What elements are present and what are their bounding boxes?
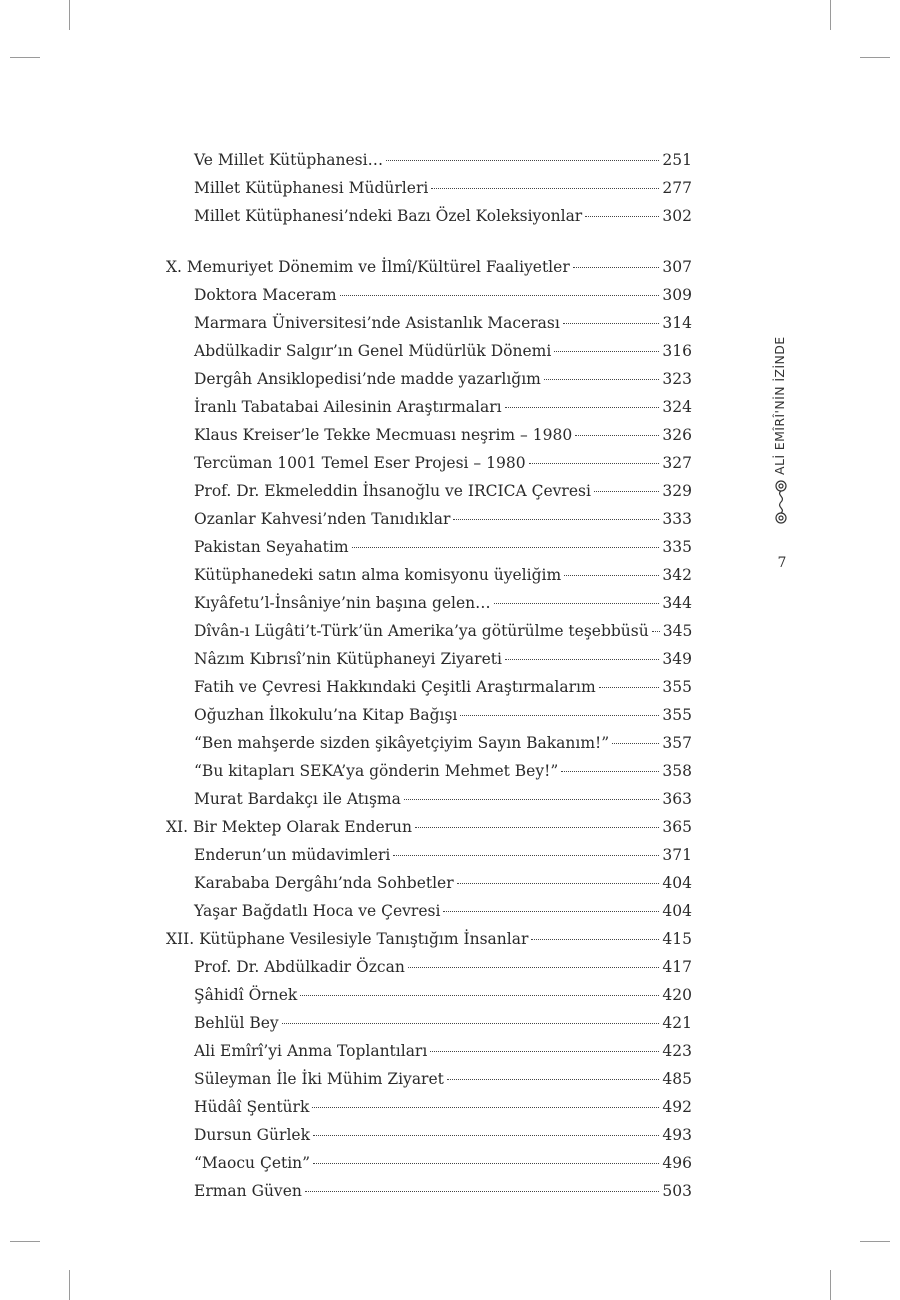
dot-leader: [564, 575, 659, 576]
toc-entry-title: Prof. Dr. Abdülkadir Özcan: [194, 958, 405, 976]
toc-entry-title: “Ben mahşerde sizden şikâyetçiyim Sayın Bakanım!”: [194, 734, 610, 752]
toc-entry: [194, 1093, 692, 1121]
toc-entry: [194, 589, 692, 617]
dot-leader: [575, 435, 659, 436]
toc-entry: [194, 449, 692, 477]
dot-leader: [652, 631, 660, 632]
dot-leader: [404, 799, 660, 800]
dot-leader: [300, 995, 659, 996]
toc-entry: [194, 645, 692, 673]
toc-entry-title: Kıyâfetu’l-İnsâniye’nin başına gelen…: [194, 594, 491, 612]
toc-entry-page: 302: [662, 207, 692, 225]
toc-entry: [194, 281, 692, 309]
toc-entry-title: Klaus Kreiser’le Tekke Mecmuası neşrim – 1980: [194, 426, 573, 444]
dot-leader: [340, 295, 660, 296]
toc-entry-page: 324: [662, 398, 692, 416]
toc-entry-page: 493: [662, 1126, 692, 1144]
toc-entry: [194, 1121, 692, 1149]
toc-entry-page: 309: [662, 286, 692, 304]
dot-leader: [313, 1135, 659, 1136]
dot-leader: [494, 603, 660, 604]
toc-entry: [194, 365, 692, 393]
dot-leader: [352, 547, 660, 548]
toc-entry-page: 371: [662, 846, 692, 864]
dot-leader: [313, 1163, 659, 1164]
dot-leader: [531, 939, 659, 940]
crop-mark: [10, 57, 40, 58]
toc-entry-title: XI. Bir Mektep Olarak Enderun: [166, 818, 413, 836]
dot-leader: [505, 659, 659, 660]
toc-entry-page: 417: [662, 958, 692, 976]
dot-leader: [430, 1051, 659, 1052]
toc-entry-title: Yaşar Bağdatlı Hoca ve Çevresi: [194, 902, 441, 920]
toc-entry-page: 365: [662, 818, 692, 836]
toc-entry-page: 415: [662, 930, 692, 948]
toc-entry-title: Millet Kütüphanesi Müdürleri: [194, 179, 429, 197]
toc-entry-title: X. Memuriyet Dönemim ve İlmî/Kültürel Faaliyetler: [166, 258, 570, 276]
toc-entry-title: Abdülkadir Salgır’ın Genel Müdürlük Dönemi: [194, 342, 552, 360]
toc-entry-page: 314: [662, 314, 692, 332]
crop-mark: [830, 1270, 831, 1300]
page-number: 7: [777, 555, 787, 571]
toc-entry: [194, 146, 692, 174]
toc-entry: [194, 1149, 692, 1177]
toc-entry: [194, 421, 692, 449]
dot-leader: [282, 1023, 660, 1024]
toc-entry-page: 421: [662, 1014, 692, 1032]
toc-entry-page: 404: [662, 874, 692, 892]
toc-entry: [194, 617, 692, 645]
toc-entry: [194, 337, 692, 365]
dot-leader: [554, 351, 659, 352]
toc-entry-title: Şâhidî Örnek: [194, 986, 298, 1004]
toc-entry: [194, 174, 692, 202]
dot-leader: [393, 855, 659, 856]
toc-entry-title: İranlı Tabatabai Ailesinin Araştırmaları: [194, 398, 502, 416]
toc-entry-page: 357: [662, 734, 692, 752]
dot-leader: [447, 1079, 660, 1080]
dot-leader: [431, 188, 659, 189]
toc-entry-page: 496: [662, 1154, 692, 1172]
toc-entry-title: Marmara Üniversitesi’nde Asistanlık Macerası: [194, 314, 560, 332]
toc-entry-page: 342: [662, 566, 692, 584]
dot-leader: [312, 1107, 659, 1108]
toc-entry: [194, 393, 692, 421]
toc-entry-title: Dîvân-ı Lügâti’t-Türk’ün Amerika’ya götürülme teşebbüsü: [194, 622, 649, 640]
toc-entry-page: 485: [662, 1070, 692, 1088]
crop-mark: [69, 1270, 70, 1300]
toc-entry-page: 404: [662, 902, 692, 920]
dot-leader: [612, 743, 659, 744]
toc-entry-title: Hüdâî Şentürk: [194, 1098, 310, 1116]
toc-entry-title: Ve Millet Kütüphanesi…: [194, 151, 384, 169]
toc-entry-title: Dergâh Ansiklopedisi’nde madde yazarlığım: [194, 370, 541, 388]
toc-entry-title: Millet Kütüphanesi’ndeki Bazı Özel Koleksiyonlar: [194, 207, 583, 225]
toc-entry-title: Karababa Dergâhı’nda Sohbetler: [194, 874, 454, 892]
toc-entry: [194, 869, 692, 897]
dot-leader: [563, 323, 660, 324]
toc-entry-page: 358: [662, 762, 692, 780]
toc-entry: [194, 673, 692, 701]
toc-entry-page: 333: [662, 510, 692, 528]
toc-entry-title: Ozanlar Kahvesi’nden Tanıdıklar: [194, 510, 451, 528]
dot-leader: [585, 216, 659, 217]
toc-entry: [194, 897, 692, 925]
toc-entry-page: 355: [662, 678, 692, 696]
toc-entry-title: Kütüphanedeki satın alma komisyonu üyeliğim: [194, 566, 562, 584]
toc-entry-page: 326: [662, 426, 692, 444]
dot-leader: [561, 771, 659, 772]
toc-entry: [194, 729, 692, 757]
toc-entry: [194, 477, 692, 505]
toc-entry-page: 423: [662, 1042, 692, 1060]
toc-entry-page: 251: [662, 151, 692, 169]
toc-entry-title: Nâzım Kıbrısî’nin Kütüphaneyi Ziyareti: [194, 650, 502, 668]
toc-entry-title: Murat Bardakçı ile Atışma: [194, 790, 401, 808]
side-margin: [760, 300, 800, 580]
toc-entry: [194, 785, 692, 813]
toc-entry-title: Doktora Maceram: [194, 286, 337, 304]
dot-leader: [460, 715, 659, 716]
toc-entry: [194, 981, 692, 1009]
toc-entry-title: Pakistan Seyahatim: [194, 538, 349, 556]
toc-entry: [194, 309, 692, 337]
toc-entry-title: “Maocu Çetin”: [194, 1154, 311, 1172]
toc-entry: [194, 533, 692, 561]
toc-chapter-entry: [166, 813, 692, 841]
dot-leader: [386, 160, 659, 161]
dot-leader: [305, 1191, 660, 1192]
crop-mark: [860, 57, 890, 58]
dot-leader: [453, 519, 659, 520]
toc-entry: [194, 1009, 692, 1037]
toc-entry: [194, 1037, 692, 1065]
toc-chapter-entry: [166, 253, 692, 281]
toc-entry-page: 363: [662, 790, 692, 808]
toc-entry: [194, 953, 692, 981]
dot-leader: [415, 827, 659, 828]
dot-leader: [457, 883, 660, 884]
scroll-ornament-icon: [773, 478, 789, 526]
toc-entry-title: Behlül Bey: [194, 1014, 279, 1032]
toc-entry: [194, 505, 692, 533]
toc-entry-title: XII. Kütüphane Vesilesiyle Tanıştığım İnsanlar: [166, 930, 529, 948]
dot-leader: [505, 407, 660, 408]
toc-chapter-entry: [166, 925, 692, 953]
dot-leader: [599, 687, 660, 688]
toc-entry-title: Erman Güven: [194, 1182, 302, 1200]
toc-entry-title: Ali Emîrî’yi Anma Toplantıları: [194, 1042, 428, 1060]
toc-entry: [194, 757, 692, 785]
toc-entry-title: Tercüman 1001 Temel Eser Projesi – 1980: [194, 454, 526, 472]
toc-entry-page: 355: [662, 706, 692, 724]
toc-entry-page: 277: [662, 179, 692, 197]
toc-entry: [194, 202, 692, 230]
toc-entry-page: 503: [662, 1182, 692, 1200]
dot-leader: [573, 267, 660, 268]
toc-entry-title: Fatih ve Çevresi Hakkındaki Çeşitli Araştırmalarım: [194, 678, 596, 696]
toc-entry-page: 349: [662, 650, 692, 668]
toc-entry-page: 323: [662, 370, 692, 388]
crop-mark: [830, 0, 831, 30]
dot-leader: [544, 379, 660, 380]
dot-leader: [443, 911, 659, 912]
toc-entry-title: Oğuzhan İlkokulu’na Kitap Bağışı: [194, 706, 458, 724]
toc-entry: [194, 1065, 692, 1093]
toc-entry-page: 345: [662, 622, 693, 640]
toc-entry-title: Prof. Dr. Ekmeleddin İhsanoğlu ve IRCICA Çevresi: [194, 482, 591, 500]
toc-entry-title: Dursun Gürlek: [194, 1126, 310, 1144]
dot-leader: [529, 463, 660, 464]
toc-entry-page: 420: [662, 986, 692, 1004]
toc-entry-page: 335: [662, 538, 692, 556]
toc-entry: [194, 561, 692, 589]
running-head: ALİ EMÎRÎ'NİN İZİNDE: [772, 336, 787, 475]
crop-mark: [10, 1241, 40, 1242]
toc-entry-title: Enderun’un müdavimleri: [194, 846, 391, 864]
dot-leader: [594, 491, 659, 492]
toc-entry-page: 327: [662, 454, 692, 472]
toc-entry-title: Süleyman İle İki Mühim Ziyaret: [194, 1070, 444, 1088]
toc-entry-page: 492: [662, 1098, 692, 1116]
toc-entry-page: 329: [662, 482, 692, 500]
toc-entry-page: 344: [662, 594, 692, 612]
crop-mark: [860, 1241, 890, 1242]
toc-entry-page: 307: [662, 258, 692, 276]
toc-entry: [194, 701, 692, 729]
toc-entry: [194, 1177, 692, 1205]
toc-entry-page: 316: [662, 342, 692, 360]
toc-entry: [194, 841, 692, 869]
dot-leader: [408, 967, 660, 968]
toc-entry-title: “Bu kitapları SEKA’ya gönderin Mehmet Bey!”: [194, 762, 559, 780]
crop-mark: [69, 0, 70, 30]
